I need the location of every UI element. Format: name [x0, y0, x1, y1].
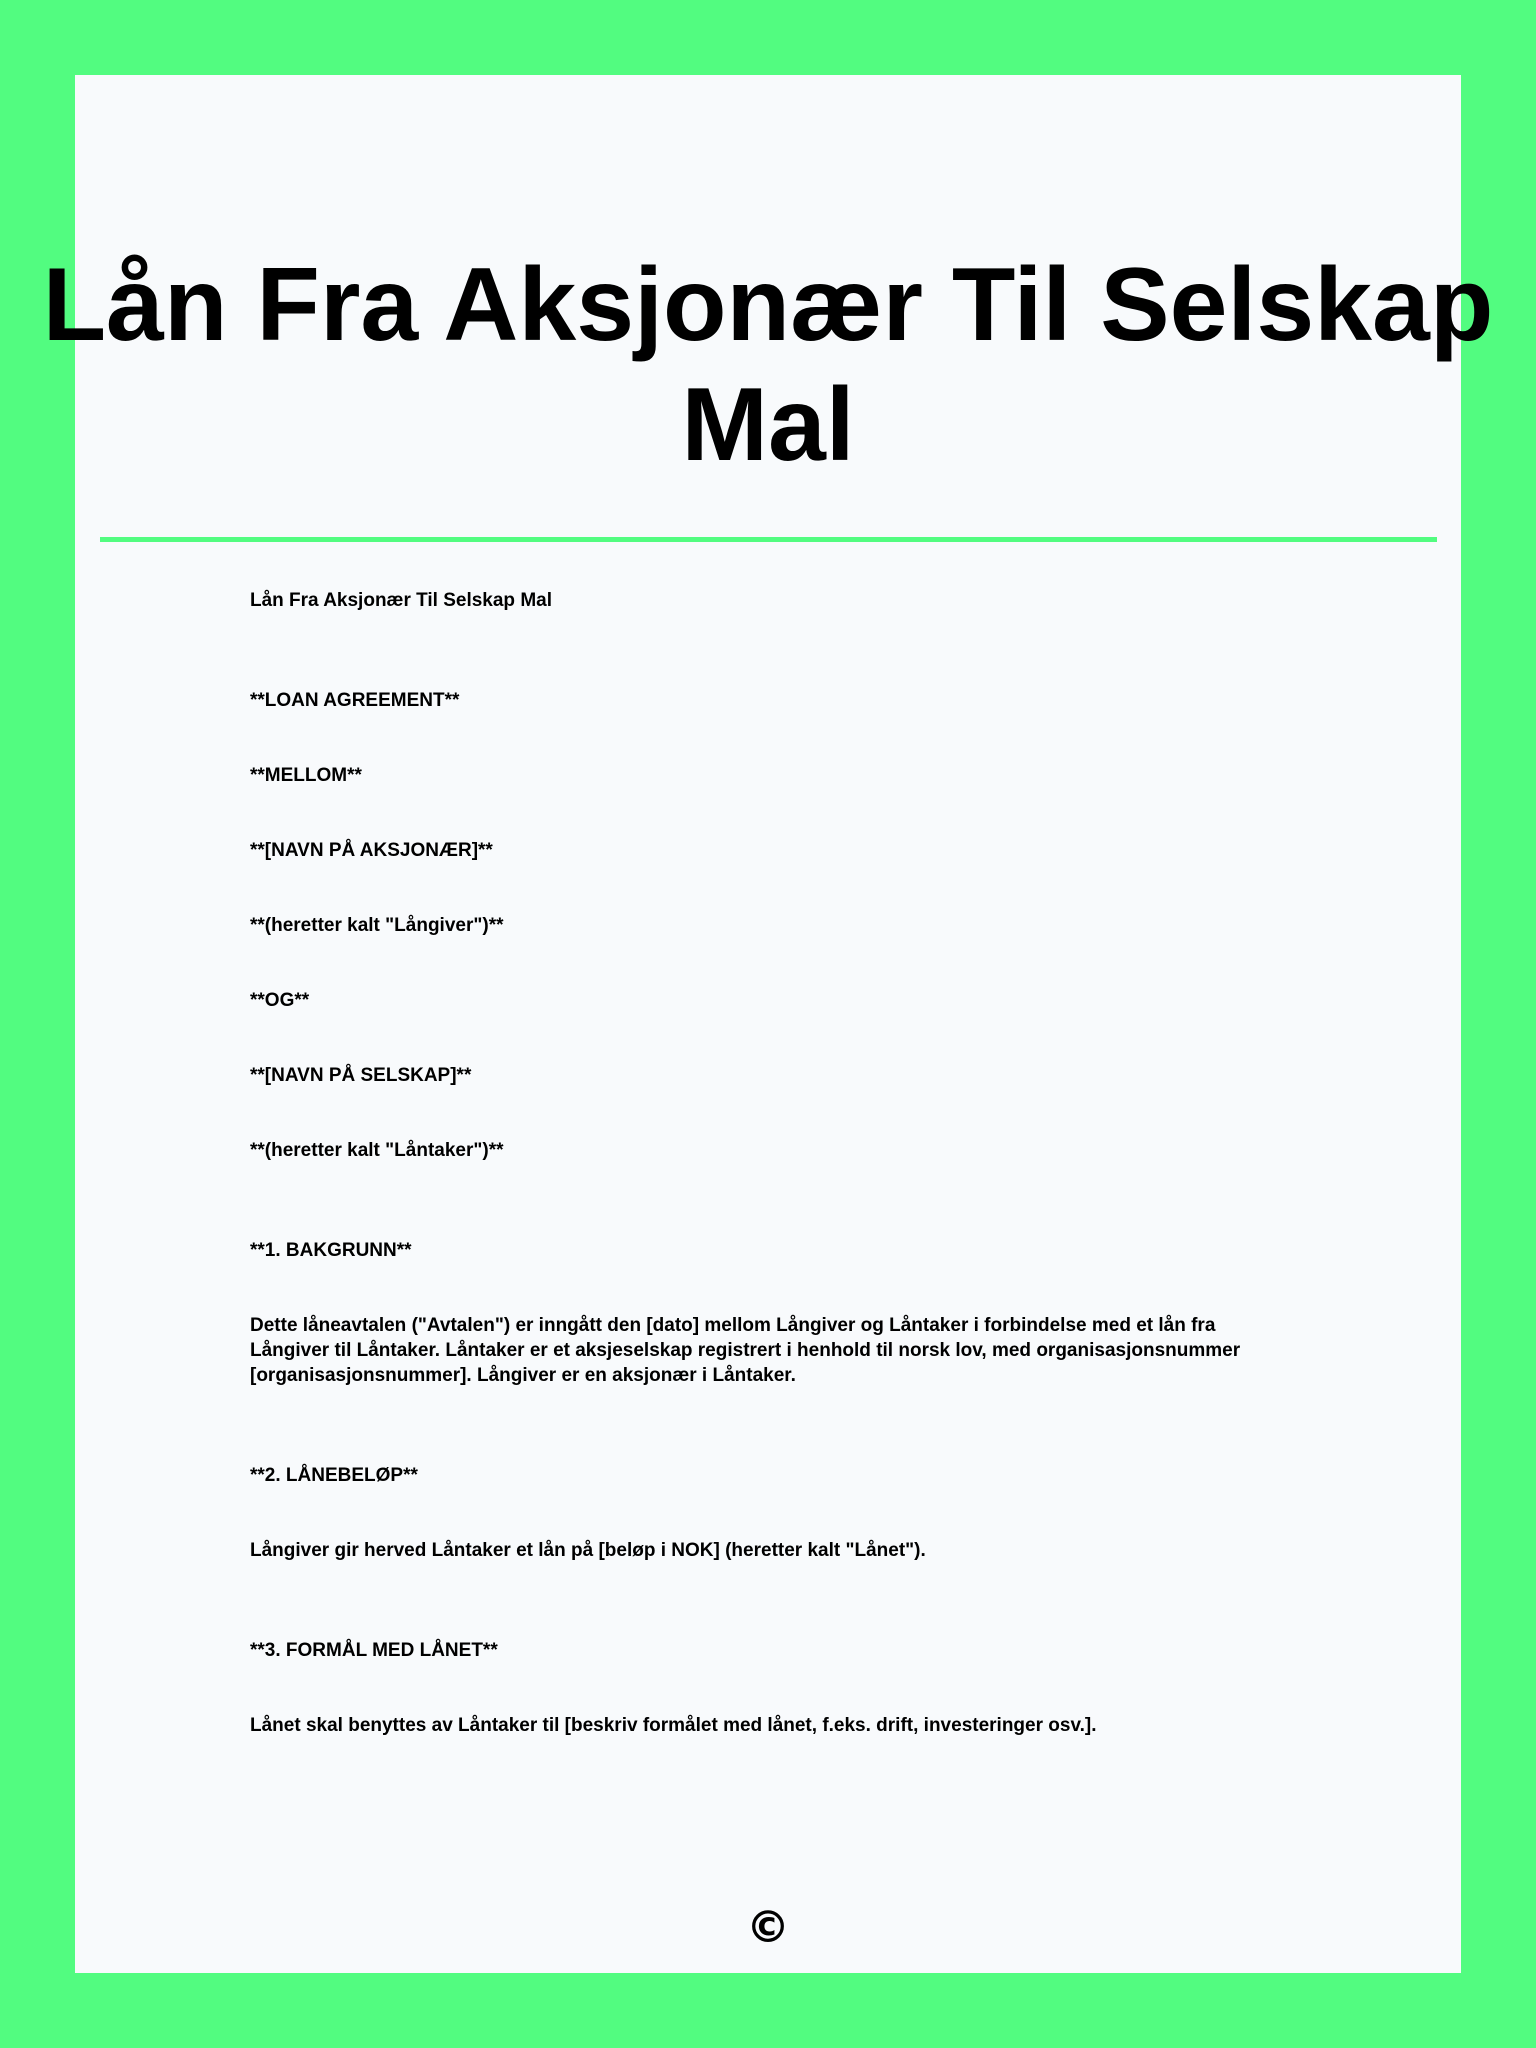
document-title: Lån Fra Aksjonær Til Selskap Mal [42, 247, 1494, 483]
body-paragraph-og: **OG** [250, 990, 310, 1011]
document-body [250, 588, 1290, 1738]
body-paragraph-loan-agreement: **LOAN AGREEMENT** [250, 690, 460, 711]
section-text-formal: Lånet skal benyttes av Låntaker til [beskriv formålet med lånet, f.eks. drift, investeringer osv.]. [250, 1715, 1097, 1736]
copyright-icon: © [746, 1902, 790, 1953]
section-text-bakgrunn: Dette låneavtalen ("Avtalen") er inngått den [dato] mellom Långiver og Låntaker i forbindelse med et lån fra Långiver til Låntaker. Låntaker er et aksjeselskap registrert i henhold til norsk lov, med organisasjonsnummer [organisasjonsnummer]. Långiver er en aksjonær i Låntaker. [250, 1315, 1241, 1386]
section-heading-formal: **3. FORMÅL MED LÅNET** [250, 1640, 498, 1661]
section-heading-bakgrunn: **1. BAKGRUNN** [250, 1240, 412, 1261]
body-paragraph-mellom: **MELLOM** [250, 765, 362, 786]
section-heading-lanebelop: **2. LÅNEBELØP** [250, 1465, 418, 1486]
title-divider [100, 537, 1437, 542]
body-paragraph-selskap-name: **[NAVN PÅ SELSKAP]** [250, 1065, 472, 1086]
body-paragraph-langiver-def: **(heretter kalt "Långiver")** [250, 915, 504, 936]
body-paragraph-subtitle: Lån Fra Aksjonær Til Selskap Mal [250, 590, 552, 611]
body-paragraph-lantaker-def: **(heretter kalt "Låntaker")** [250, 1140, 504, 1161]
body-paragraph-aksjonaer-name: **[NAVN PÅ AKSJONÆR]** [250, 840, 493, 861]
section-text-lanebelop: Långiver gir herved Låntaker et lån på [beløp i NOK] (heretter kalt "Lånet"). [250, 1540, 926, 1561]
